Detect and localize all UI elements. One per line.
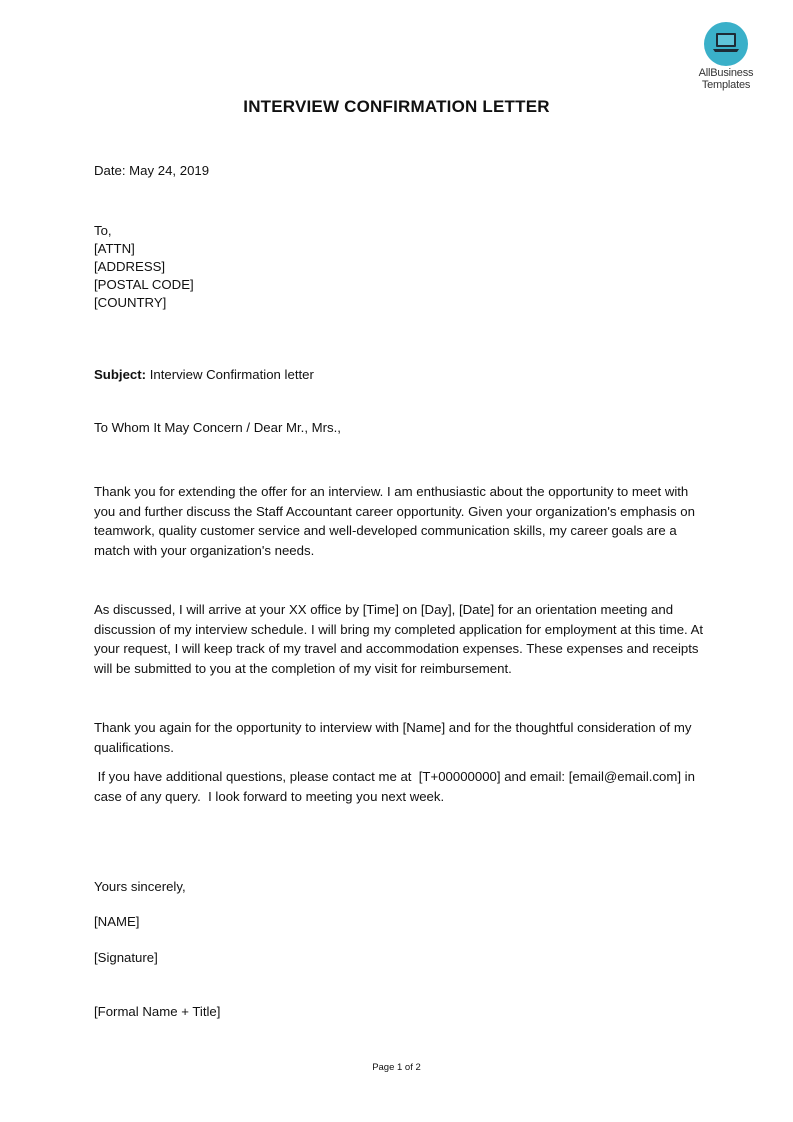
body-paragraph: Thank you again for the opportunity to interview with [Name] and for the thoughtful consideration of my qualifications. xyxy=(94,720,692,755)
body-paragraph: Thank you for extending the offer for an interview. I am enthusiastic about the opportunity to meet with you and further discuss the Staff Accountant career opportunity. Given your organization's emphasis on teamwork, quality customer service and well-developed communication skills, my career goals are a match with your organization's needs. xyxy=(94,484,695,558)
formal-name-title: [Formal Name + Title] xyxy=(94,1004,221,1019)
laptop-icon xyxy=(704,22,748,66)
brand-logo xyxy=(690,22,762,91)
body-paragraph: If you have additional questions, please contact me at [T+00000000] and email: [email@email.com] in case of any query. I look forward to meeting you next week. xyxy=(94,769,699,804)
address-line: To, xyxy=(94,223,112,238)
body-paragraph: As discussed, I will arrive at your XX office by [Time] on [Day], [Date] for an orientation meeting and discussion of my interview schedule. I will bring my completed application for employment at this time. At your request, I will keep track of my travel and accommodation expenses. These expenses and receipts will be submitted to you at the completion of my visit for reimbursement. xyxy=(94,602,704,676)
signer-name: [NAME] xyxy=(94,914,140,929)
salutation: To Whom It May Concern / Dear Mr., Mrs., xyxy=(94,420,341,435)
subject-text: Interview Confirmation letter xyxy=(146,367,314,382)
address-line: [POSTAL CODE] xyxy=(94,277,194,292)
address-line: [ATTN] xyxy=(94,241,135,256)
logo-text-line2: Templates xyxy=(701,79,751,91)
page-number: Page 1 of 2 xyxy=(372,1062,421,1073)
letter-date: Date: May 24, 2019 xyxy=(94,163,210,178)
subject-line xyxy=(94,365,314,385)
letter-title: INTERVIEW CONFIRMATION LETTER xyxy=(243,97,550,116)
closing: Yours sincerely, xyxy=(94,879,186,894)
subject-label: Subject: xyxy=(94,367,147,382)
logo-text-line1: AllBusiness xyxy=(698,67,754,79)
address-line: [COUNTRY] xyxy=(94,295,167,310)
signature-placeholder: [Signature] xyxy=(94,950,158,965)
address-line: [ADDRESS] xyxy=(94,259,166,274)
